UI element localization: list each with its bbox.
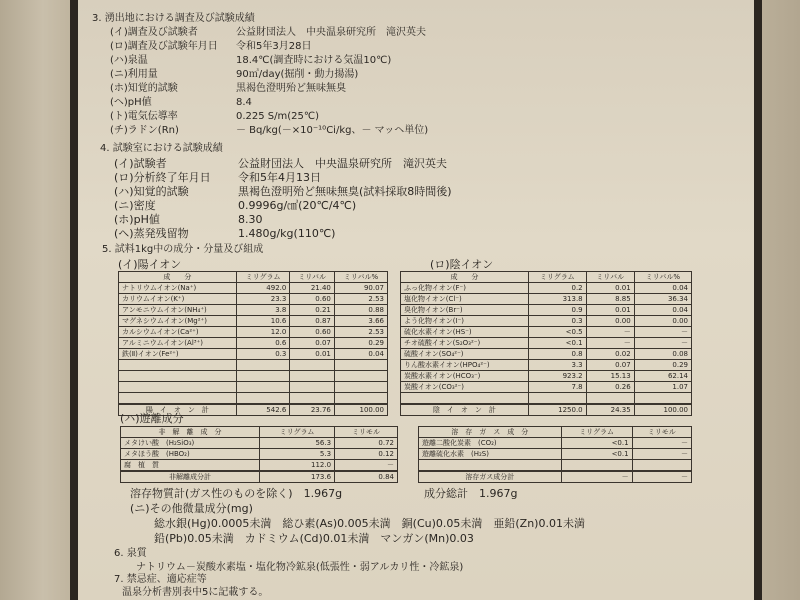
- anion-table: [400, 271, 692, 416]
- s3-row-value: 90㎥/day(掘削・動力揚湯): [236, 69, 359, 80]
- table-row: [401, 360, 692, 371]
- cell: 23.3: [236, 294, 290, 305]
- s4-row-label: (ニ)密度: [114, 199, 156, 212]
- s4-row-value: 0.9996g/㎤(20℃/4℃): [238, 199, 357, 212]
- spring-quality: ナトリウム－炭酸水素塩・塩化物冷鉱泉(低張性・弱アルカリ性・冷鉱泉): [136, 562, 464, 573]
- s3-row-label: (ト)電気伝導率: [110, 111, 178, 122]
- cell: カルシウムイオン(Ca²⁺): [119, 327, 237, 338]
- table-row: [119, 316, 388, 327]
- cell: 硫酸イオン(SO₄²⁻): [401, 349, 529, 360]
- cell: －: [634, 338, 691, 349]
- cation-title: (イ)陽イオン: [118, 258, 182, 271]
- cell: 鉄(Ⅱ)イオン(Fe²⁺): [119, 349, 237, 360]
- s4-row-label: (ロ)分析終了年月日: [114, 171, 211, 184]
- cell: 0.88: [334, 305, 387, 316]
- table-row: [401, 294, 692, 305]
- cell: <0.1: [528, 338, 586, 349]
- section-4-heading: 4. 試験室における試験成績: [100, 143, 223, 154]
- cell: 0.60: [290, 327, 335, 338]
- section-6-heading: 6. 泉質: [114, 548, 147, 559]
- cell: 0.04: [634, 305, 691, 316]
- section-3-heading: 3. 湧出地における調査及び試験成績: [92, 13, 255, 24]
- col-header: 成 分: [401, 272, 529, 283]
- cell: 0.02: [586, 349, 634, 360]
- table-row: [121, 449, 398, 460]
- table-header-row: [121, 427, 398, 438]
- col-header: ミリモル: [335, 427, 398, 438]
- s3-row-value: 令和5年3月28日: [236, 41, 312, 52]
- cell: アンモニウムイオン(NH₄⁺): [119, 305, 237, 316]
- cell: 100.00: [334, 404, 387, 416]
- table-row: [401, 316, 692, 327]
- table-row-blank: [119, 371, 388, 382]
- s4-row-label: (イ)試験者: [114, 157, 167, 170]
- nonion-title: (ハ)遊離成分: [120, 412, 184, 425]
- cell: 15.13: [586, 371, 634, 382]
- table-row-blank: [419, 460, 692, 472]
- cell: 硫化水素イオン(HS⁻): [401, 327, 529, 338]
- cell: －: [632, 471, 691, 483]
- section-5-heading: 5. 試料1kg中の成分・分量及び組成: [102, 244, 264, 255]
- gas-total-row: [419, 471, 692, 483]
- cell: 0.8: [528, 349, 586, 360]
- cell: －: [586, 327, 634, 338]
- table-row-blank: [119, 360, 388, 371]
- cell: 0.04: [634, 283, 691, 294]
- indications-text: 温泉分析書別表中5に記載する。: [122, 587, 269, 598]
- s3-row-value: 0.225 S/m(25℃): [236, 111, 320, 122]
- table-row-blank: [401, 393, 692, 405]
- cell: ふっ化物イオン(F⁻): [401, 283, 529, 294]
- cell: チオ硫酸イオン(S₂O₃²⁻): [401, 338, 529, 349]
- cell: 0.00: [586, 316, 634, 327]
- table-row: [119, 349, 388, 360]
- cell: 0.6: [236, 338, 290, 349]
- s4-row-value: 8.30: [238, 213, 263, 226]
- s3-row-label: (ニ)利用量: [110, 69, 158, 80]
- cell: 1250.0: [528, 404, 586, 416]
- nonion-total-row: [121, 471, 398, 483]
- s4-row-value: 令和5年4月13日: [238, 171, 321, 184]
- table-row: [119, 283, 388, 294]
- cell: 8.85: [586, 294, 634, 305]
- cell: <0.1: [561, 449, 632, 460]
- cell: 542.6: [236, 404, 290, 416]
- cell: 90.07: [334, 283, 387, 294]
- col-header: ミリグラム: [259, 427, 334, 438]
- section-7-heading: 7. 禁忌症、適応症等: [114, 574, 207, 585]
- cell: 腐 植 質: [121, 460, 260, 472]
- cell: 62.14: [634, 371, 691, 382]
- cell: 陰 イ オ ン 計: [401, 404, 529, 416]
- trace-heading: (ニ)その他微量成分(mg): [130, 502, 253, 515]
- table-row: [401, 327, 692, 338]
- analysis-document: [78, 0, 754, 600]
- col-header: ミリバル: [290, 272, 335, 283]
- anion-title: (ロ)陰イオン: [430, 258, 494, 271]
- cell: 0.01: [586, 305, 634, 316]
- trace-line-1: 総水銀(Hg)0.0005未満 総ひ素(As)0.005未満 銅(Cu)0.05未満 亜鉛(Zn)0.01未満: [154, 517, 585, 530]
- cell: 100.00: [634, 404, 691, 416]
- cell: 0.3: [528, 316, 586, 327]
- cell: －: [632, 438, 691, 449]
- cell: 0.12: [335, 449, 398, 460]
- cell: －: [632, 449, 691, 460]
- cell: アルミニウムイオン(Al³⁺): [119, 338, 237, 349]
- cell: 0.87: [290, 316, 335, 327]
- table-row: [119, 305, 388, 316]
- cell: 56.3: [259, 438, 334, 449]
- table-header-row: [419, 427, 692, 438]
- gas-table: [418, 426, 692, 483]
- s3-row-label: (ロ)調査及び試験年月日: [110, 41, 218, 52]
- cell: 遊離硫化水素 (H₂S): [419, 449, 562, 460]
- col-header: ミリグラム: [561, 427, 632, 438]
- s3-row-value: 18.4℃(調査時における気温10℃): [236, 55, 392, 66]
- cell: 36.34: [634, 294, 691, 305]
- cell: 3.66: [334, 316, 387, 327]
- cell: 1.07: [634, 382, 691, 393]
- s3-row-label: (チ)ラドン(Rn): [110, 125, 179, 136]
- cell: 遊離二酸化炭素 (CO₂): [419, 438, 562, 449]
- dissolved-total: 溶存物質計(ガス性のものを除く) 1.967g: [130, 487, 343, 500]
- cell: カリウムイオン(K⁺): [119, 294, 237, 305]
- s4-row-label: (ヘ)蒸発残留物: [114, 227, 189, 240]
- cell: 10.6: [236, 316, 290, 327]
- cell: 3.8: [236, 305, 290, 316]
- col-header: ミリバル%: [634, 272, 691, 283]
- cell: －: [335, 460, 398, 472]
- table-row: [121, 438, 398, 449]
- cell: 0.08: [634, 349, 691, 360]
- table-row: [419, 438, 692, 449]
- cell: メタけい酸 (H₂SiO₃): [121, 438, 260, 449]
- cell: 12.0: [236, 327, 290, 338]
- cell: 溶存ガス成分計: [419, 471, 562, 483]
- s3-row-label: (ハ)泉温: [110, 55, 148, 66]
- table-row: [419, 449, 692, 460]
- col-header: ミリグラム: [236, 272, 290, 283]
- s3-row-value: － Bq/kg(－×10⁻¹⁰Ci/kg、－ マッヘ単位): [236, 125, 429, 136]
- cell: よう化物イオン(I⁻): [401, 316, 529, 327]
- nonion-table: [120, 426, 398, 483]
- table-header-row: [401, 272, 692, 283]
- wall-left: [0, 0, 72, 600]
- cell: 炭酸水素イオン(HCO₃⁻): [401, 371, 529, 382]
- cell: 0.07: [290, 338, 335, 349]
- col-header: 成 分: [119, 272, 237, 283]
- table-row: [401, 371, 692, 382]
- cell: 0.84: [335, 471, 398, 483]
- cell: －: [561, 471, 632, 483]
- cell: 非解離成分計: [121, 471, 260, 483]
- cell: 112.0: [259, 460, 334, 472]
- cell: 173.6: [259, 471, 334, 483]
- table-row-blank: [119, 393, 388, 405]
- table-row: [401, 382, 692, 393]
- table-row: [119, 338, 388, 349]
- cell: 0.21: [290, 305, 335, 316]
- col-header: 非 解 離 成 分: [121, 427, 260, 438]
- col-header: ミリモル: [632, 427, 691, 438]
- cell: 0.26: [586, 382, 634, 393]
- cell: 2.53: [334, 327, 387, 338]
- col-header: 溶 存 ガ ス 成 分: [419, 427, 562, 438]
- s3-row-value: 黒褐色澄明殆ど無味無臭: [236, 83, 346, 94]
- table-header-row: [119, 272, 388, 283]
- cell: 0.9: [528, 305, 586, 316]
- cell: 0.01: [290, 349, 335, 360]
- s4-row-value: 1.480g/kg(110℃): [238, 227, 336, 240]
- cell: 0.01: [586, 283, 634, 294]
- cell: 0.72: [335, 438, 398, 449]
- s3-row-value: 8.4: [236, 97, 252, 108]
- cell: マグネシウムイオン(Mg²⁺): [119, 316, 237, 327]
- anion-total-row: [401, 404, 692, 416]
- cell: 0.2: [528, 283, 586, 294]
- s4-row-label: (ホ)pH値: [114, 213, 160, 226]
- cell: <0.1: [561, 438, 632, 449]
- cation-table: [118, 271, 388, 416]
- col-header: ミリバル: [586, 272, 634, 283]
- cell: 24.35: [586, 404, 634, 416]
- s4-row-value: 公益財団法人 中央温泉研究所 滝沢英夫: [238, 157, 447, 170]
- cell: 2.53: [334, 294, 387, 305]
- cell: 0.60: [290, 294, 335, 305]
- cell: 21.40: [290, 283, 335, 294]
- cell: －: [634, 327, 691, 338]
- table-row: [119, 294, 388, 305]
- cell: <0.5: [528, 327, 586, 338]
- component-total: 成分総計 1.967g: [424, 487, 518, 500]
- cell: 0.07: [586, 360, 634, 371]
- cell: 0.3: [236, 349, 290, 360]
- cell: 5.3: [259, 449, 334, 460]
- table-row: [401, 349, 692, 360]
- cell: 0.00: [634, 316, 691, 327]
- cell: －: [586, 338, 634, 349]
- table-row: [119, 327, 388, 338]
- cell: 313.8: [528, 294, 586, 305]
- cell: 0.29: [334, 338, 387, 349]
- table-row: [401, 338, 692, 349]
- table-row: [401, 283, 692, 294]
- cell: メタほう酸 (HBO₂): [121, 449, 260, 460]
- cell: 陽 イ オ ン 計: [119, 404, 237, 416]
- s4-row-label: (ハ)知覚的試験: [114, 185, 189, 198]
- cell: 塩化物イオン(Cl⁻): [401, 294, 529, 305]
- col-header: ミリグラム: [528, 272, 586, 283]
- s3-row-label: (ヘ)pH値: [110, 97, 152, 108]
- cell: 0.29: [634, 360, 691, 371]
- cell: 923.2: [528, 371, 586, 382]
- col-header: ミリバル%: [334, 272, 387, 283]
- s4-row-value: 黒褐色澄明殆ど無味無臭(試料採取8時間後): [238, 185, 452, 198]
- cell: 0.04: [334, 349, 387, 360]
- cell: りん酸水素イオン(HPO₄²⁻): [401, 360, 529, 371]
- trace-line-2: 鉛(Pb)0.05未満 カドミウム(Cd)0.01未満 マンガン(Mn)0.03: [154, 532, 474, 545]
- s3-row-label: (ホ)知覚的試験: [110, 83, 178, 94]
- cell: 7.8: [528, 382, 586, 393]
- cell: 3.3: [528, 360, 586, 371]
- table-row: [401, 305, 692, 316]
- cell: 炭酸イオン(CO₃²⁻): [401, 382, 529, 393]
- s3-row-label: (イ)調査及び試験者: [110, 27, 198, 38]
- cell: 23.76: [290, 404, 335, 416]
- s3-row-value: 公益財団法人 中央温泉研究所 滝沢英夫: [236, 27, 426, 38]
- cell: ナトリウムイオン(Na⁺): [119, 283, 237, 294]
- table-row: [121, 460, 398, 472]
- table-row-blank: [119, 382, 388, 393]
- cell: 492.0: [236, 283, 290, 294]
- cell: 臭化物イオン(Br⁻): [401, 305, 529, 316]
